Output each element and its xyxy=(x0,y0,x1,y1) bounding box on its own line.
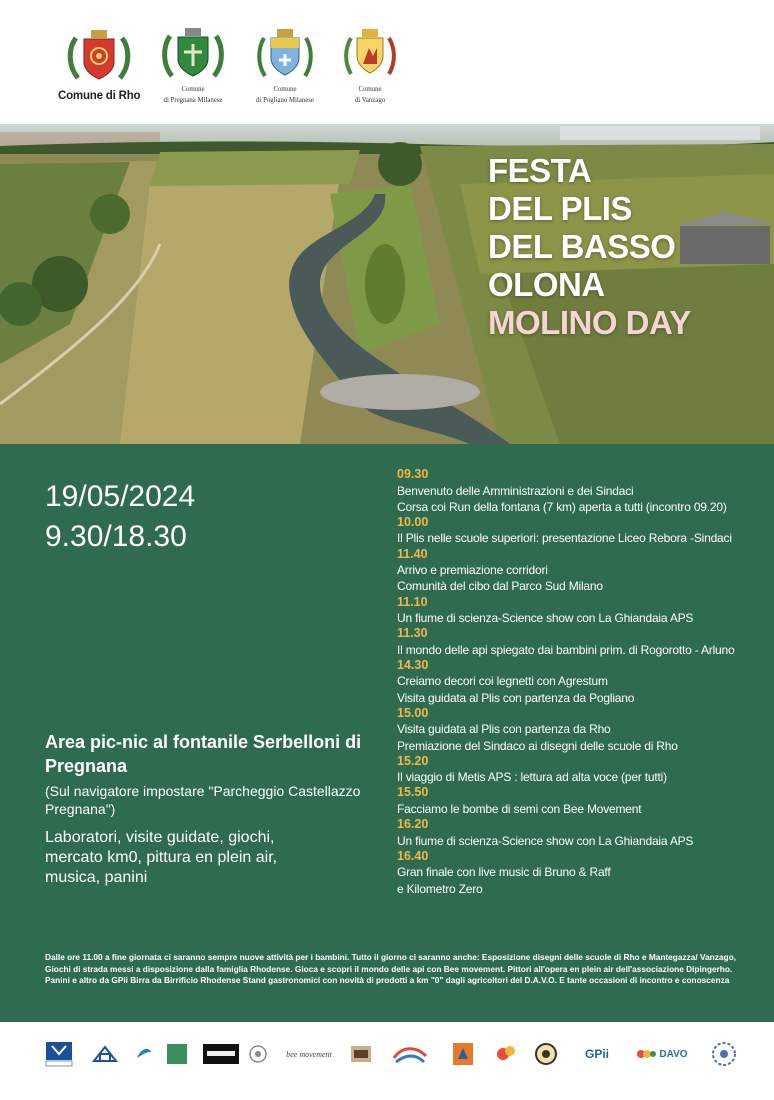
title-line-3: DEL BASSO xyxy=(488,228,676,265)
vanzago-crest-icon xyxy=(343,26,397,82)
sponsor-logo-11 xyxy=(494,1040,518,1068)
pogliano-crest-icon xyxy=(255,26,315,82)
logo-name-line2: di Pogliano Milanese xyxy=(256,97,314,105)
schedule-description: Corsa coi Run della fontana (7 km) aperta a tutti (incontro 09.20) xyxy=(397,499,727,514)
sponsor-logo-4 xyxy=(166,1040,188,1068)
schedule-description: Un fiume di scienza-Science show con La Ghiandaia APS xyxy=(397,611,694,626)
pregnana-crest-icon xyxy=(160,26,226,82)
schedule-item xyxy=(397,626,767,658)
schedule-time: 11.10 xyxy=(397,594,428,609)
title-line-1: FESTA xyxy=(488,152,592,189)
logo-name-line1: Comune xyxy=(358,86,382,93)
schedule-description: Arrivo e premiazione corridori xyxy=(397,563,548,578)
schedule-item xyxy=(397,515,767,547)
schedule-description: Il viaggio di Metis APS : lettura ad alta voce (per tutti) xyxy=(397,770,667,785)
logo-name-line1: Comune xyxy=(273,86,297,93)
schedule-description: Il Plis nelle scuole superiori: presentazione Liceo Rebora -Sindaci xyxy=(397,531,732,546)
sponsor-logo-3 xyxy=(134,1040,154,1068)
venue-activities: Laboratori, visite guidate, giochi, mercato km0, pittura en plein air, musica, panini xyxy=(45,829,278,886)
schedule-description: Comunità del cibo dal Parco Sud Milano xyxy=(397,579,603,594)
sponsor-logo-12 xyxy=(534,1040,558,1068)
event-hours: 9.30/18.30 xyxy=(45,520,187,553)
logo-comune-rho xyxy=(58,26,140,102)
schedule-description: Creiamo decori coi legnetti con Agrestum xyxy=(397,674,608,689)
sponsor-logo-2 xyxy=(92,1040,118,1068)
schedule-time: 11.30 xyxy=(397,626,428,641)
schedule-time: 14.30 xyxy=(397,657,429,672)
sponsor-bee-movement-logo xyxy=(278,1040,340,1068)
sponsor-dipingerho-logo xyxy=(392,1040,428,1068)
sponsor-gpii-label: GPii xyxy=(584,1047,609,1061)
logo-name-line1: Comune xyxy=(181,86,205,93)
sponsor-logo-5 xyxy=(203,1040,239,1068)
header-logos xyxy=(0,0,774,124)
schedule-description: Visita guidata al Plis con partenza da Pogliano xyxy=(397,690,635,705)
sponsor-polisportiva-logo xyxy=(44,1040,74,1068)
schedule-description: Il mondo delle api spiegato dai bambini prim. di Rogorotto - Arluno xyxy=(397,642,735,657)
title-line-5: MOLINO DAY xyxy=(488,304,691,341)
sponsor-logo-8 xyxy=(350,1040,372,1068)
schedule-item xyxy=(397,595,767,627)
sponsor-davo-label: DAVO xyxy=(659,1048,688,1060)
schedule-item xyxy=(397,706,767,754)
schedule-time: 11.40 xyxy=(397,546,428,561)
schedule-item xyxy=(397,658,767,706)
venue-nav-hint: (Sul navigatore impostare "Parcheggio Castellazzo Pregnana") xyxy=(45,783,361,817)
schedule-description: Visita guidata al Plis con partenza da Rho xyxy=(397,722,611,737)
schedule-description: Gran finale con live music di Bruno & Raff xyxy=(397,865,611,880)
logo-name-line2: di Pregnana Milanese xyxy=(163,97,223,105)
footnote: Dalle ore 11.00 a fine giornata ci saranno sempre nuove attività per i bambini. Tutto il giorno ci saranno anche: Esposizione disegni delle scuole di Rho e Mantegazza/ Vanzago, Giochi di strada messi a disposizione dalla famiglia Rhodense. Gioca e scopri il mondo delle api con Bee movement. Pittori all'opera en plein air dell'associazione Dipingerho. Panini e altro da GPii Birra da Birrificio Rhodense Stand gastronomici con novità di prodotti a km "0" dagli agricoltori del D.A.V.O. E tante occasioni di incontro e conoscenza xyxy=(45,952,736,985)
schedule-time: 15.00 xyxy=(397,705,429,720)
logo-comune-pregnana xyxy=(160,26,226,104)
schedule-item xyxy=(397,785,767,817)
event-title xyxy=(488,152,691,342)
schedule-description: Premiazione del Sindaco ai disegni delle scuole di Rho xyxy=(397,738,678,753)
schedule-item xyxy=(397,849,767,897)
schedule-item xyxy=(397,467,767,515)
schedule-time: 16.40 xyxy=(397,848,429,863)
rho-crest-icon xyxy=(64,26,134,86)
logo-name-line2: di Vanzago xyxy=(354,97,386,105)
schedule-item xyxy=(397,817,767,849)
title-line-2: DEL PLIS xyxy=(488,190,632,227)
schedule-description: Un fiume di scienza-Science show con La Ghiandaia APS xyxy=(397,833,694,848)
logo-comune-pogliano xyxy=(255,26,315,104)
schedule-time: 15.20 xyxy=(397,753,429,768)
sponsor-logo-6 xyxy=(248,1040,268,1068)
venue-name: Area pic-nic al fontanile Serbelloni di Pregnana xyxy=(45,732,362,776)
schedule-description: Benvenuto delle Amministrazioni e dei Sindaci xyxy=(397,483,634,498)
venue-block xyxy=(45,730,365,888)
logo-name: Comune di Rho xyxy=(58,90,141,102)
schedule-time: 09.30 xyxy=(397,467,429,481)
sponsor-davo-logo xyxy=(630,1040,694,1068)
event-date: 19/05/2024 xyxy=(45,480,196,513)
schedule-time: 16.20 xyxy=(397,817,429,832)
schedule-description: Facciamo le bombe di semi con Bee Movement xyxy=(397,801,642,816)
schedule-description: e Kilometro Zero xyxy=(397,881,483,896)
schedule-item xyxy=(397,547,767,595)
sponsor-logo-15 xyxy=(710,1040,738,1068)
sponsor-gpii-logo xyxy=(582,1040,612,1068)
sponsor-logo-10 xyxy=(452,1040,474,1068)
schedule-time: 15.50 xyxy=(397,785,429,800)
sponsor-bee-label: bee movement xyxy=(286,1049,332,1059)
schedule-time: 10.00 xyxy=(397,514,429,529)
logo-comune-vanzago xyxy=(343,26,397,104)
title-line-4: OLONA xyxy=(488,266,605,303)
schedule-list xyxy=(397,467,767,897)
schedule-item xyxy=(397,754,767,786)
